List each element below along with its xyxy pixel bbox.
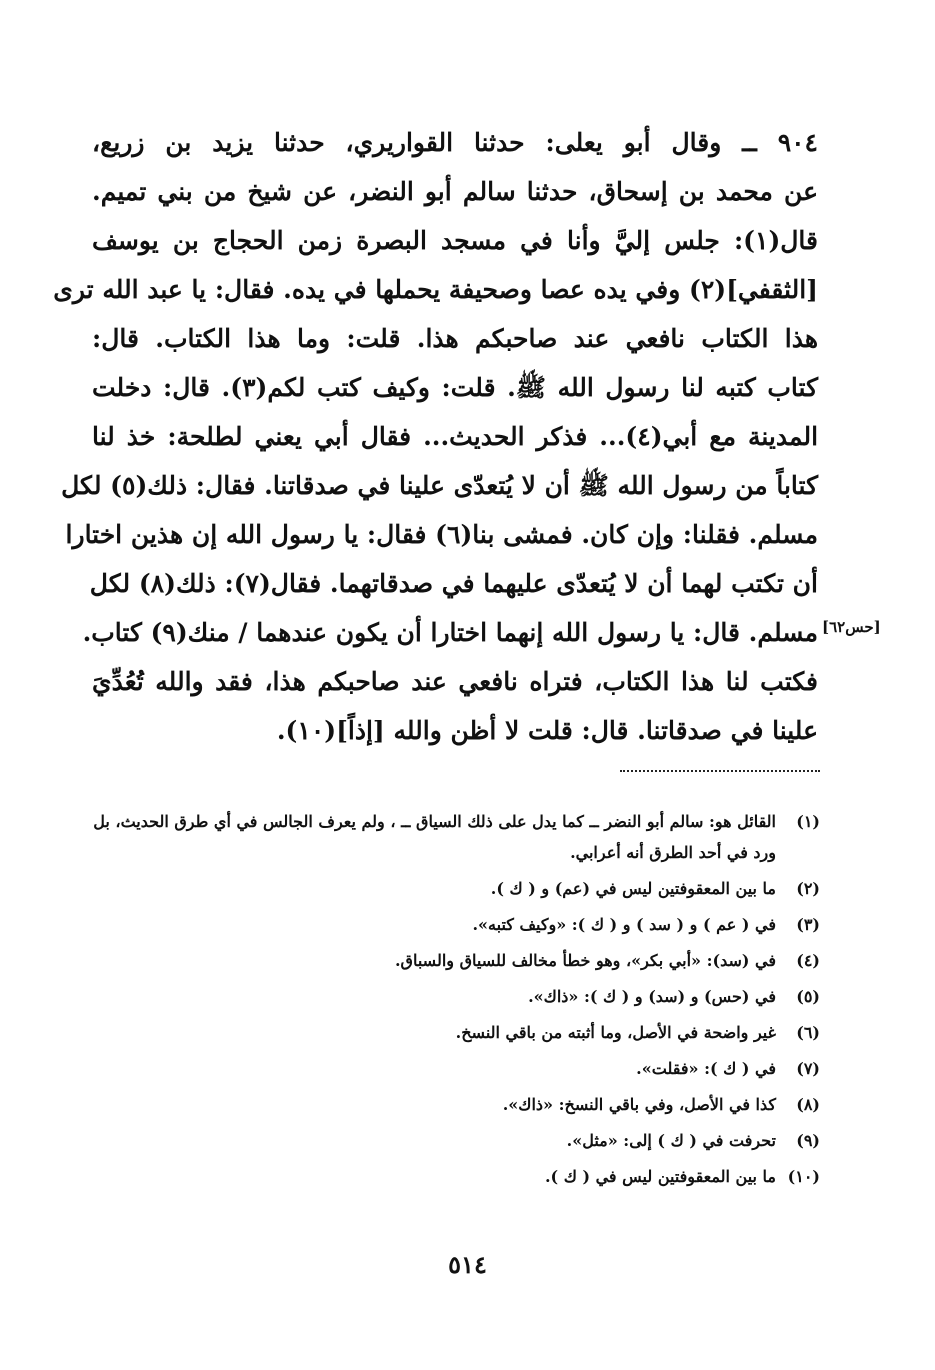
footnote <box>92 1089 820 1120</box>
footnote <box>92 1017 820 1048</box>
footnote <box>92 1161 820 1192</box>
footnote-number: (٧) <box>796 1059 820 1078</box>
footnote-number: (٤) <box>796 951 820 970</box>
footnotes <box>92 806 820 1197</box>
text-line: مسلم. فقلنا: وإن كان. فمشى بنا(٦) فقال: يا رسول الله إن هذين اختارا <box>65 520 818 549</box>
footnote-text: ما بين المعقوفتين ليس في ( ك ). <box>544 1167 776 1186</box>
footnote <box>92 1125 820 1156</box>
footnote-number: (٣) <box>796 915 820 934</box>
footnote-number: (١) <box>796 812 820 831</box>
footnote <box>92 806 820 868</box>
text-line: ٩٠٤ ــ وقال أبو يعلى: حدثنا القواريري، حدثنا يزيد بن زريع، <box>92 128 818 157</box>
text-line: هذا الكتاب نافعي عند صاحبكم هذا. قلت: وما هذا الكتاب. قال: <box>92 324 818 353</box>
text-line: [الثقفي](٢) وفي يده عصا وصحيفة يحملها في يده. فقال: يا عبد الله ترى <box>53 275 818 304</box>
footnote-text: ما بين المعقوفتين ليس في (عم) و ( ك ). <box>490 879 776 898</box>
footnote-text: في (حس) و (سد) و ( ك ): «ذاك». <box>528 987 776 1006</box>
footnote-text: كذا في الأصل، وفي باقي النسخ: «ذاك». <box>502 1095 776 1114</box>
footnote-text: في ( عم ) و ( سد ) و ( ك ): «وكيف كتبه». <box>472 915 776 934</box>
footnote-text: القائل هو: سالم أبو النضر ــ كما يدل على ذلك السياق ــ ، ولم يعرف الجالس في أي طرق الحديث، بل ورد في أحد الطرق أنه أعرابي. <box>93 812 776 862</box>
text-line: عن محمد بن إسحاق، حدثنا سالم أبو النضر، عن شيخ من بني تميم. <box>92 177 818 206</box>
text-line: أن تكتب لهما أن لا يُتعدّى عليهما في صدقاتهما. فقال(٧): ذلك(٨) لكل <box>89 569 818 598</box>
text-line: مسلم. قال: يا رسول الله إنهما اختارا أن يكون عندهما / منك(٩) كتاب. <box>82 618 818 647</box>
page-number: ٥١٤ <box>448 1250 487 1279</box>
footnote-text: في ( ك ): «فقلت». <box>636 1059 776 1078</box>
margin-note: [حس٦٢] <box>822 618 881 636</box>
footnote <box>92 873 820 904</box>
footnote-number: (٩) <box>796 1131 820 1150</box>
text-line: قال(١): جلس إليَّ وأنا في مسجد البصرة زمن الحجاج بن يوسف <box>92 226 818 255</box>
footnote-number: (٥) <box>796 987 820 1006</box>
footnote-text: غير واضحة في الأصل، وما أثبته من باقي النسخ. <box>455 1023 776 1042</box>
text-line: المدينة مع أبي(٤)... فذكر الحديث... فقال أبي يعني لطلحة: خذ لنا <box>92 422 819 451</box>
footnote <box>92 1053 820 1084</box>
footnote-number: (٢) <box>796 879 820 898</box>
footnote <box>92 909 820 940</box>
footnote-separator <box>620 770 820 772</box>
text-line: فكتب لنا هذا الكتاب، فتراه نافعي عند صاحبكم هذا، فقد والله تُعُدِّيَ <box>92 667 818 696</box>
text-line: علينا في صدقاتنا. قال: قلت لا أظن والله [إذاً](١٠). <box>276 716 818 745</box>
footnote-number: (٦) <box>796 1023 820 1042</box>
footnote-text: تحرفت في ( ك ) إلى: «مثل». <box>566 1131 776 1150</box>
footnote-text: في (سد): «أبي بكر»، وهو خطأ مخالف للسياق والسباق. <box>394 951 776 970</box>
hadith-text <box>53 118 819 755</box>
footnote <box>92 945 820 976</box>
text-line: كتاب كتبه لنا رسول الله ﷺ. قلت: وكيف كتب لكم(٣). قال: دخلت <box>92 373 818 402</box>
footnote-number: (٨) <box>796 1095 820 1114</box>
text-line: كتاباً من رسول الله ﷺ أن لا يُتعدّى علينا في صدقاتنا. فقال: ذلك(٥) لكل <box>61 471 818 500</box>
footnote <box>92 981 820 1012</box>
footnote-number: (١٠) <box>787 1167 820 1186</box>
